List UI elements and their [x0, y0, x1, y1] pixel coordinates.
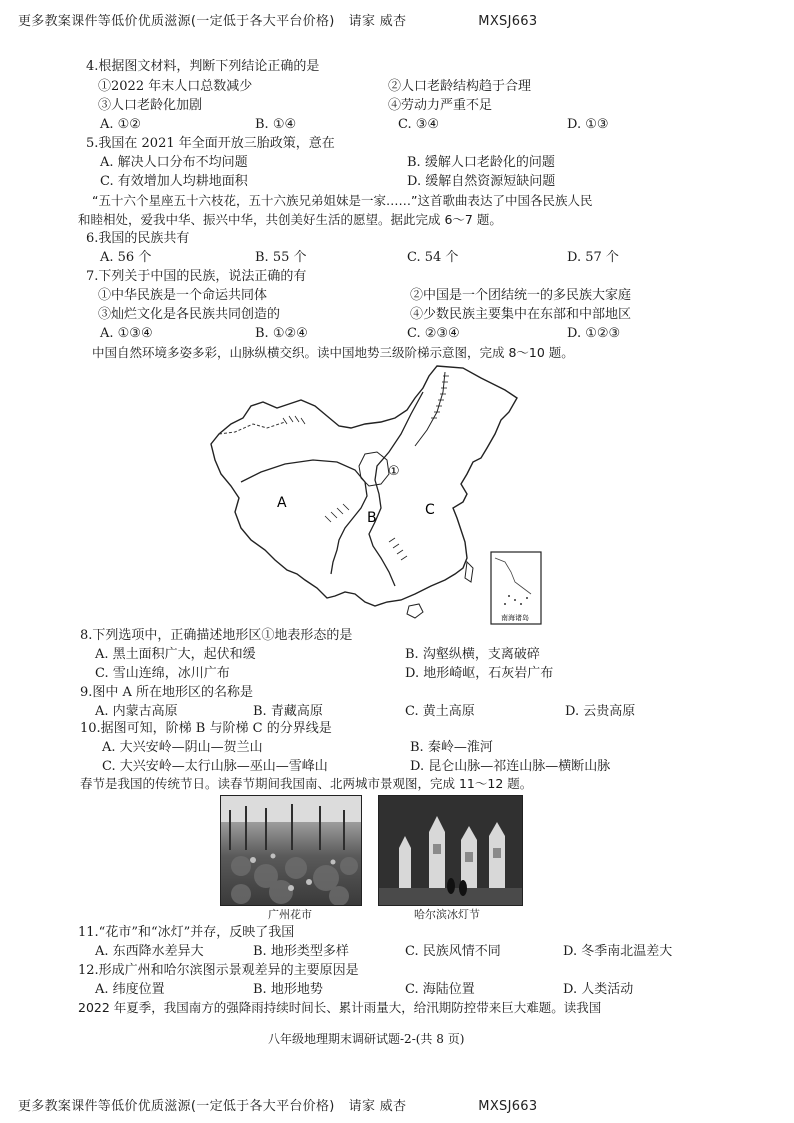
- photo-left-art: [221, 796, 361, 905]
- q11-choice-c[interactable]: C. 民族风情不同: [405, 944, 501, 959]
- q10-choice-d[interactable]: D. 昆仑山脉—祁连山脉—横断山脉: [410, 759, 611, 774]
- q12-choice-a[interactable]: A. 纬度位置: [95, 982, 165, 997]
- q9-choice-c[interactable]: C. 黄土高原: [405, 704, 475, 719]
- q7-option-2: ②中国是一个团结统一的多民族大家庭: [410, 288, 632, 303]
- q6-choice-a[interactable]: A. 56 个: [100, 250, 152, 265]
- q9-choice-b[interactable]: B. 青藏高原: [253, 704, 323, 719]
- q5-choice-a[interactable]: A. 解决人口分布不均问题: [100, 155, 248, 170]
- q4-choice-a[interactable]: A. ①②: [100, 117, 141, 132]
- q6-choice-d[interactable]: D. 57 个: [567, 250, 619, 265]
- q4-choice-c[interactable]: C. ③④: [398, 117, 440, 132]
- q8-stem: 8.下列选项中，正确描述地形区①地表形态的是: [80, 628, 353, 643]
- q8-choice-c[interactable]: C. 雪山连绵，冰川广布: [95, 666, 230, 681]
- q5-choice-b[interactable]: B. 缓解人口老龄化的问题: [407, 155, 555, 170]
- q4-option-2: ②人口老龄结构趋于合理: [388, 79, 532, 94]
- step1-boundary: [241, 460, 367, 574]
- q4-option-4: ④劳动力严重不足: [388, 98, 493, 113]
- china-terrain-map: [205, 362, 565, 628]
- q4-choice-d[interactable]: D. ①③: [567, 117, 609, 132]
- q7-choice-d[interactable]: D. ①②③: [567, 326, 621, 341]
- q4-choice-b[interactable]: B. ①④: [255, 117, 297, 132]
- region-1-label: ①: [388, 464, 400, 479]
- intro-6-7-line2: 和睦相处，爱我中华、振兴中华，共创美好生活的愿望。据此完成 6～7 题。: [78, 212, 502, 227]
- intro-8-10: 中国自然环境多姿多彩，山脉纵横交织。读中国地势三级阶梯示意图，完成 8～10 题。: [92, 345, 574, 360]
- q4-option-3: ③人口老龄化加剧: [98, 98, 203, 113]
- intro-13: 2022 年夏季，我国南方的强降雨持续时间长、累计雨量大，给汛期防控带来巨大难题。读我国: [78, 1000, 602, 1015]
- inset-coast: [495, 558, 531, 594]
- region-a-label: A: [277, 495, 287, 511]
- q7-option-3: ③灿烂文化是各民族共同创造的: [98, 307, 281, 322]
- inset-label: 南海诸岛: [501, 614, 529, 622]
- q8-choice-a[interactable]: A. 黑土面积广大，起伏和缓: [95, 647, 256, 662]
- hainan-island: [407, 604, 423, 618]
- banner-contact: 请家 威杏: [348, 14, 407, 29]
- q6-choice-b[interactable]: B. 55 个: [255, 250, 307, 265]
- banner-contact: 请家 威杏: [348, 1099, 407, 1114]
- inset-islands: [504, 595, 528, 605]
- q11-choice-d[interactable]: D. 冬季南北温差大: [563, 944, 673, 959]
- q11-stem: 11.“花市”和“冰灯”并存，反映了我国: [78, 925, 295, 940]
- q8-choice-d[interactable]: D. 地形崎岖，石灰岩广布: [405, 666, 554, 681]
- intro-6-7-line1: “五十六个星座五十六枝花，五十六族兄弟姐妹是一家……”这首歌曲表达了中国各民族人民: [92, 193, 593, 208]
- q10-choice-c[interactable]: C. 大兴安岭—太行山脉—巫山—雪峰山: [102, 759, 328, 774]
- q12-choice-b[interactable]: B. 地形地势: [253, 982, 323, 997]
- photo-right-art: [379, 796, 522, 905]
- q5-choice-c[interactable]: C. 有效增加人均耕地面积: [100, 174, 248, 189]
- q10-choice-a[interactable]: A. 大兴安岭—阴山—贺兰山: [102, 740, 263, 755]
- q4-option-1: ①2022 年末人口总数减少: [98, 79, 253, 94]
- q12-choice-d[interactable]: D. 人类活动: [563, 982, 634, 997]
- china-inner-line: [219, 422, 285, 434]
- harbin-ice-lantern-photo: [378, 795, 523, 906]
- region-b-label: B: [367, 510, 377, 526]
- q8-choice-b[interactable]: B. 沟壑纵横，支离破碎: [405, 647, 540, 662]
- bottom-banner: [18, 1095, 537, 1114]
- q7-choice-c[interactable]: C. ②③④: [407, 326, 460, 341]
- intro-11-12: 春节是我国的传统节日。读春节期间我国南、北两城市景观图，完成 11～12 题。: [80, 776, 533, 791]
- banner-text: 更多教案课件等低价优质滋源(一定低于各大平台价格): [18, 14, 335, 29]
- q12-choice-c[interactable]: C. 海陆位置: [405, 982, 475, 997]
- china-outline: [211, 366, 517, 606]
- q9-choice-d[interactable]: D. 云贵高原: [565, 704, 636, 719]
- q12-stem: 12.形成广州和哈尔滨图示景观差异的主要原因是: [78, 963, 359, 978]
- q10-choice-b[interactable]: B. 秦岭—淮河: [410, 740, 493, 755]
- q10-stem: 10.据图可知，阶梯 B 与阶梯 C 的分界线是: [80, 721, 332, 736]
- q6-choice-c[interactable]: C. 54 个: [407, 250, 459, 265]
- q7-option-4: ④少数民族主要集中在东部和中部地区: [410, 307, 632, 322]
- q7-choice-a[interactable]: A. ①③④: [100, 326, 153, 341]
- q7-option-1: ①中华民族是一个命运共同体: [98, 288, 268, 303]
- banner-code: MXSJ663: [478, 14, 538, 29]
- q7-choice-b[interactable]: B. ①②④: [255, 326, 308, 341]
- step2-boundary: [369, 392, 423, 586]
- region-c-label: C: [425, 502, 435, 518]
- q4-stem: 4.根据图文材料，判断下列结论正确的是: [86, 59, 320, 74]
- q5-stem: 5.我国在 2021 年全面开放三胎政策，意在: [86, 136, 335, 151]
- taiwan-island: [465, 562, 473, 582]
- harbin-caption: 哈尔滨冰灯节: [414, 908, 480, 921]
- guangzhou-flower-market-photo: [220, 795, 362, 906]
- page-footer: 八年级地理期末调研试题-2-(共 8 页): [268, 1032, 465, 1046]
- q6-stem: 6.我国的民族共有: [86, 231, 190, 246]
- q5-choice-d[interactable]: D. 缓解自然资源短缺问题: [407, 174, 556, 189]
- great-khingan-range: [415, 372, 445, 446]
- q9-stem: 9.图中 A 所在地形区的名称是: [80, 685, 254, 700]
- guangzhou-caption: 广州花市: [268, 908, 312, 921]
- q11-choice-b[interactable]: B. 地形类型多样: [253, 944, 349, 959]
- banner-text: 更多教案课件等低价优质滋源(一定低于各大平台价格): [18, 1099, 335, 1114]
- banner-code: MXSJ663: [478, 1099, 538, 1114]
- q11-choice-a[interactable]: A. 东西降水差异大: [95, 944, 204, 959]
- q9-choice-a[interactable]: A. 内蒙古高原: [95, 704, 178, 719]
- q7-stem: 7.下列关于中国的民族，说法正确的有: [86, 269, 307, 284]
